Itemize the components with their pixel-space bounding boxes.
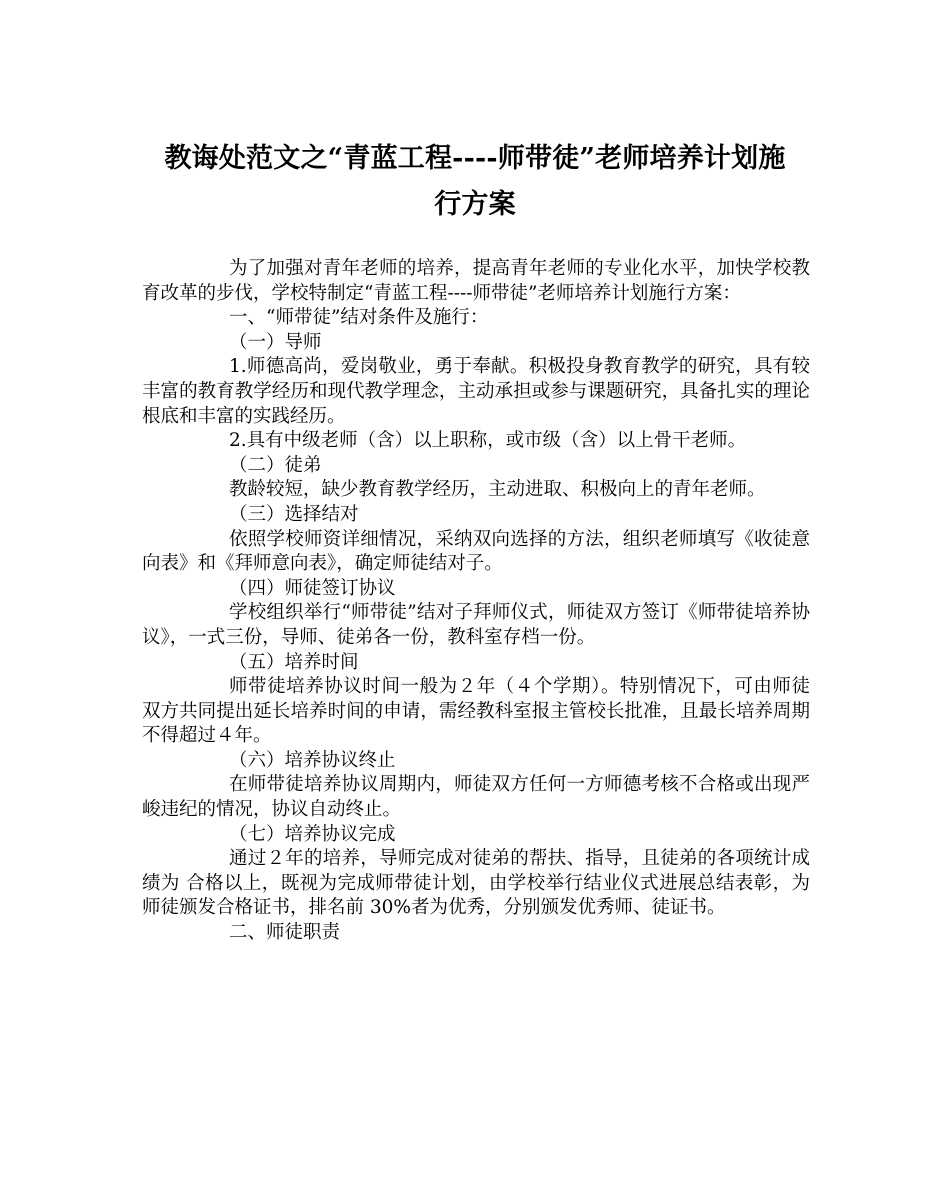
document-body — [142, 257, 810, 946]
title-line-1: 教诲处范文之“青蓝工程----师带徒”老师培养计划施 — [164, 143, 786, 174]
intro-paragraph: 为了加强对青年老师的培养，提高青年老师的专业化水平，加快学校教育改革的步伐，学校特制定“青蓝工程----师带徒”老师培养计划施行方案： — [142, 258, 810, 304]
agreement-paragraph: 学校组织举行“师带徒”结对子拜师仪式，师徒双方签订《师带徒培养协议》，一式三份，导师、徒弟各一份，教科室存档一份。 — [142, 602, 810, 648]
duration-paragraph: 师带徒培养协议时间一般为２年（４个学期）。特别情况下，可由师徒双方共同提出延长培养时间的申请，需经教科室报主管校长批准，且最长培养周期不得超过４年。 — [142, 676, 810, 747]
subsection-heading-pairing: （三）选择结对 — [229, 503, 359, 525]
subsection-heading-apprentice: （二）徒弟 — [229, 454, 322, 476]
mentor-criterion-1: 1.师德高尚，爱岗敬业，勇于奉献。积极投身教育教学的研究，具有较丰富的教育教学经历和现代教学理念，主动承担或参与课题研究，具备扎实的理论根底和丰富的实践经历。 — [142, 356, 810, 427]
title-line-2: 行方案 — [434, 189, 516, 220]
subsection-heading-mentor: （一）导师 — [229, 331, 322, 353]
mentor-criterion-2: 2.具有中级老师（含）以上职称，或市级（含）以上骨干老师。 — [229, 430, 747, 452]
termination-paragraph: 在师带徒培养协议周期内，师徒双方任何一方师德考核不合格或出现严峻违纪的情况，协议自动终止。 — [142, 774, 810, 821]
subsection-heading-termination: （六）培养协议终止 — [229, 749, 396, 771]
section-heading-2: 二、师徒职责 — [229, 922, 341, 944]
completion-paragraph: 通过２年的培养，导师完成对徒弟的帮扶、指导，且徒弟的各项统计成绩为 合格以上，既视为完成师带徒计划，由学校举行结业仪式进展总结表彰，为师徒颁发合格证书，排名前 30%者为优秀，分别颁发优秀师、徒证书。 — [142, 848, 810, 919]
subsection-heading-completion: （七）培养协议完成 — [229, 823, 396, 845]
apprentice-paragraph: 教龄较短，缺少教育教学经历，主动进取、积极向上的青年老师。 — [229, 479, 766, 501]
section-heading-1: 一、“师带徒”结对条件及施行： — [229, 307, 489, 329]
pairing-paragraph: 依照学校师资详细情况，采纳双向选择的方法，组织老师填写《收徒意向表》和《拜师意向表》，确定师徒结对子。 — [142, 528, 810, 575]
document-title — [120, 136, 830, 228]
subsection-heading-agreement: （四）师徒签订协议 — [229, 577, 396, 599]
subsection-heading-duration: （五）培养时间 — [229, 651, 359, 673]
